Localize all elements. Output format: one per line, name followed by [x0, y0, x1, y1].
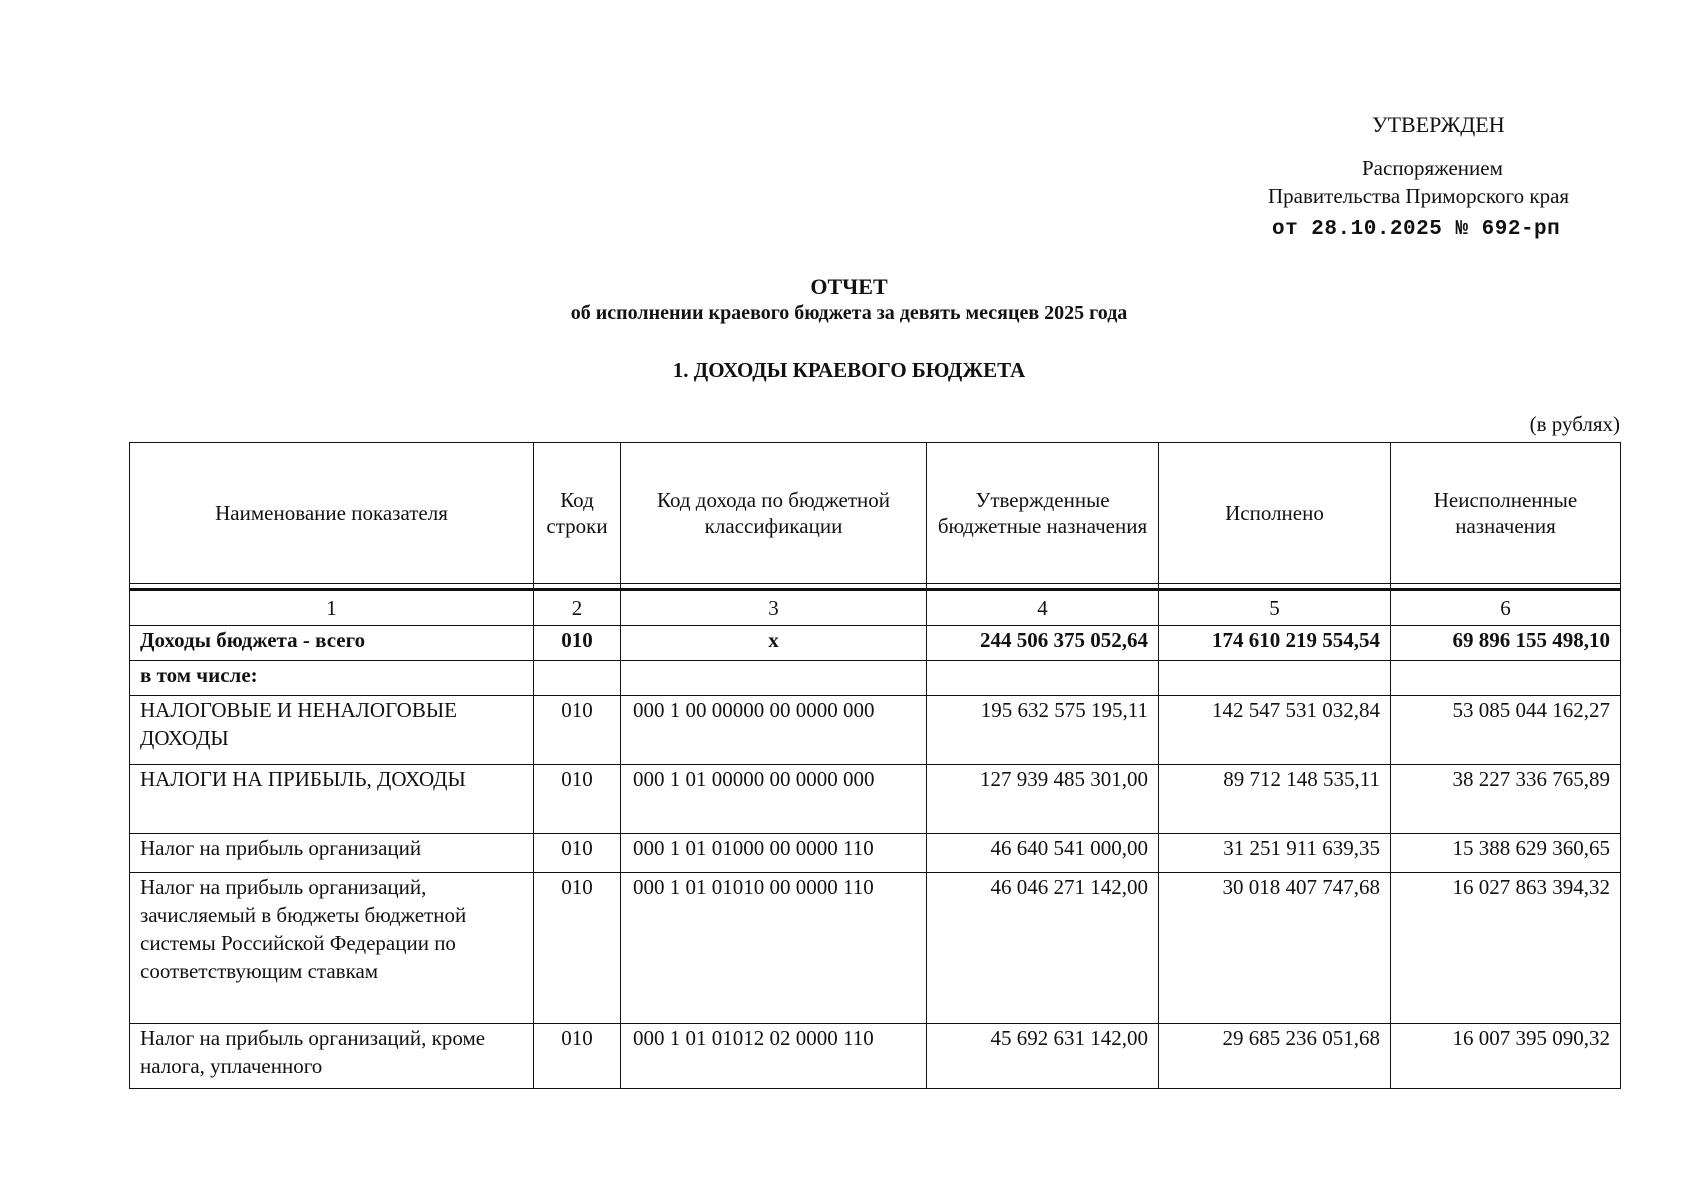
row-line-code: 010	[534, 696, 621, 765]
row-line-code: 010	[534, 1024, 621, 1089]
row-approved: 244 506 375 052,64	[927, 626, 1159, 661]
row-executed: 29 685 236 051,68	[1159, 1024, 1391, 1089]
header-line-code: Код строки	[534, 443, 621, 584]
column-number: 1	[130, 590, 534, 626]
header-executed: Исполнено	[1159, 443, 1391, 584]
column-number: 3	[621, 590, 927, 626]
column-number-row	[130, 590, 1621, 626]
revenue-table	[129, 442, 1621, 1089]
row-income-code: 000 1 00 00000 00 0000 000	[621, 696, 927, 765]
row-unexecuted	[1391, 661, 1621, 696]
row-income-code: 000 1 01 01010 00 0000 110	[621, 873, 927, 1024]
row-unexecuted: 16 027 863 394,32	[1391, 873, 1621, 1024]
row-income-code: 000 1 01 00000 00 0000 000	[621, 765, 927, 834]
row-income-code: x	[621, 626, 927, 661]
row-line-code: 010	[534, 834, 621, 873]
row-unexecuted: 16 007 395 090,32	[1391, 1024, 1621, 1089]
row-unexecuted: 38 227 336 765,89	[1391, 765, 1621, 834]
row-executed: 174 610 219 554,54	[1159, 626, 1391, 661]
row-name: в том числе:	[130, 661, 534, 696]
row-executed: 30 018 407 747,68	[1159, 873, 1391, 1024]
row-income-code: 000 1 01 01000 00 0000 110	[621, 834, 927, 873]
approval-line-date-number: от 28.10.2025 № 692-рп	[1272, 218, 1561, 241]
header-approved: Утвержденные бюджетные назначения	[927, 443, 1159, 584]
table-row	[130, 1024, 1621, 1089]
column-number: 4	[927, 590, 1159, 626]
approval-line-order: Распоряжением	[1362, 156, 1503, 180]
row-executed: 31 251 911 639,35	[1159, 834, 1391, 873]
table-row	[130, 873, 1621, 1024]
approval-title: УТВЕРЖДЕН	[1372, 112, 1505, 137]
table-row	[130, 696, 1621, 765]
row-name: Налог на прибыль организаций, зачисляемый в бюджеты бюджетной системы Российской Федерации по соответствующим ставкам	[130, 873, 534, 1024]
table-row	[130, 765, 1621, 834]
row-approved	[927, 661, 1159, 696]
row-line-code	[534, 661, 621, 696]
header-indicator-name: Наименование показателя	[130, 443, 534, 584]
header-income-code: Код дохода по бюджетной классификации	[621, 443, 927, 584]
section-heading: 1. ДОХОДЫ КРАЕВОГО БЮДЖЕТА	[672, 358, 1026, 382]
row-name: Доходы бюджета - всего	[130, 626, 534, 661]
report-title: ОТЧЕТ	[810, 274, 888, 299]
row-approved: 45 692 631 142,00	[927, 1024, 1159, 1089]
table-row	[130, 626, 1621, 661]
units-note: (в рублях)	[1529, 412, 1620, 436]
row-name: Налог на прибыль организаций	[130, 834, 534, 873]
row-name: НАЛОГОВЫЕ И НЕНАЛОГОВЫЕ ДОХОДЫ	[130, 696, 534, 765]
header-unexecuted: Неисполненные назначения	[1391, 443, 1621, 584]
row-approved: 46 640 541 000,00	[927, 834, 1159, 873]
row-approved: 195 632 575 195,11	[927, 696, 1159, 765]
row-name: Налог на прибыль организаций, кроме налога, уплаченного	[130, 1024, 534, 1089]
row-approved: 127 939 485 301,00	[927, 765, 1159, 834]
row-executed: 89 712 148 535,11	[1159, 765, 1391, 834]
column-number: 2	[534, 590, 621, 626]
row-unexecuted: 53 085 044 162,27	[1391, 696, 1621, 765]
row-unexecuted: 15 388 629 360,65	[1391, 834, 1621, 873]
approval-line-government: Правительства Приморского края	[1268, 184, 1570, 208]
row-executed: 142 547 531 032,84	[1159, 696, 1391, 765]
table-header-row	[130, 443, 1621, 584]
row-name: НАЛОГИ НА ПРИБЫЛЬ, ДОХОДЫ	[130, 765, 534, 834]
report-subtitle: об исполнении краевого бюджета за девять месяцев 2025 года	[570, 302, 1128, 324]
row-income-code	[621, 661, 927, 696]
row-line-code: 010	[534, 873, 621, 1024]
table-row	[130, 661, 1621, 696]
column-number: 5	[1159, 590, 1391, 626]
row-line-code: 010	[534, 765, 621, 834]
row-unexecuted: 69 896 155 498,10	[1391, 626, 1621, 661]
column-number: 6	[1391, 590, 1621, 626]
row-approved: 46 046 271 142,00	[927, 873, 1159, 1024]
row-line-code: 010	[534, 626, 621, 661]
row-income-code: 000 1 01 01012 02 0000 110	[621, 1024, 927, 1089]
row-executed	[1159, 661, 1391, 696]
table-row	[130, 834, 1621, 873]
